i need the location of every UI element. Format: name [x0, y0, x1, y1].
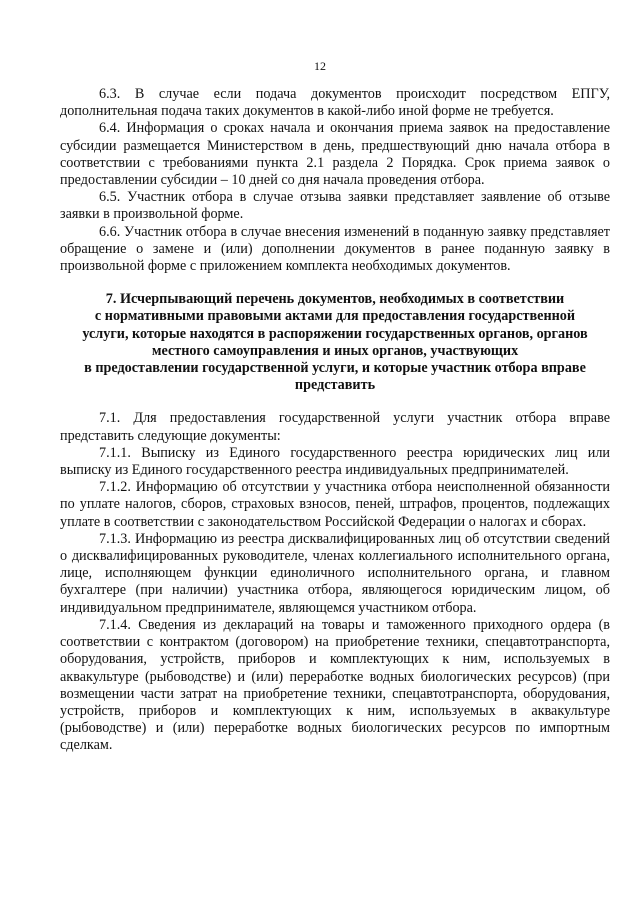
document-body [60, 86, 610, 755]
heading-line: местного самоуправления и иных органов, участвующих [151, 342, 519, 359]
section-7-heading [60, 291, 610, 394]
page-number: 12 [314, 59, 326, 73]
paragraph-6-6: 6.6. Участник отбора в случае внесения изменений в поданную заявку представляет обращение о замене и (или) дополнении документов в ранее поданную заявку в произвольной форме с приложением комплекта необходимых документов. [60, 223, 610, 275]
paragraph-7-1-4: 7.1.4. Сведения из деклараций на товары и таможенного приходного ордера (в соответствии с контрактом (договором) на приобретение техники, спецавтотранспорта, оборудования, устройств, приборов и комплектующих к ним, используемых в аквакультуре (рыбоводстве) и (или) переработке водных биологических ресурсов) (при возмещении части затрат на приобретение техники, спецавтотранспорта, оборудования, устройств, приборов и комплектующих к ним, используемых в аквакультуре (рыбоводстве) и (или) переработке водных биологических ресурсов по импортным сделкам. [60, 616, 610, 754]
heading-line: услуги, которые находятся в распоряжении государственных органов, органов [82, 325, 588, 342]
paragraph-7-1: 7.1. Для предоставления государственной услуги участник отбора вправе представить следующие документы: [60, 410, 610, 444]
paragraph-6-4: 6.4. Информация о сроках начала и окончания приема заявок на предоставление субсидии размещается Министерством в день, предшествующий дню начала отбора в соответствии с требованиями пункта 2.1 раздела 2 Порядка. Срок приема заявок о предоставлении субсидии – 10 дней со дня начала проведения отбора. [60, 120, 610, 189]
paragraph-7-1-3: 7.1.3. Информацию из реестра дисквалифицированных лиц об отсутствии сведений о дисквалифицированных руководителе, членах коллегиального исполнительного органа, лице, исполняющем функции единоличного исполнительного органа, и главном бухгалтере (при наличии) участника отбора, являющегося юридическим лицом, об индивидуальном предпринимателе, являющемся участником отбора. [60, 530, 610, 616]
heading-line: представить [294, 377, 376, 394]
heading-line: в предоставлении государственной услуги, и которые участник отбора вправе [84, 360, 586, 377]
heading-line: 7. Исчерпывающий перечень документов, необходимых в соответствии [105, 291, 565, 308]
paragraph-6-3: 6.3. В случае если подача документов происходит посредством ЕПГУ, дополнительная подача таких документов в какой-либо иной форме не требуется. [60, 86, 610, 120]
paragraph-6-5: 6.5. Участник отбора в случае отзыва заявки представляет заявление об отзыве заявки в произвольной форме. [60, 189, 610, 223]
heading-line: с нормативными правовыми актами для предоставления государственной [94, 308, 576, 325]
paragraph-7-1-2: 7.1.2. Информацию об отсутствии у участника отбора неисполненной обязанности по уплате налогов, сборов, страховых взносов, пеней, штрафов, процентов, подлежащих уплате в соответствии с законодательством Российской Федерации о налогах и сборах. [60, 479, 610, 530]
paragraph-7-1-1: 7.1.1. Выписку из Единого государственного реестра юридических лиц или выписку из Единого государственного реестра индивидуальных предпринимателей. [60, 444, 610, 479]
